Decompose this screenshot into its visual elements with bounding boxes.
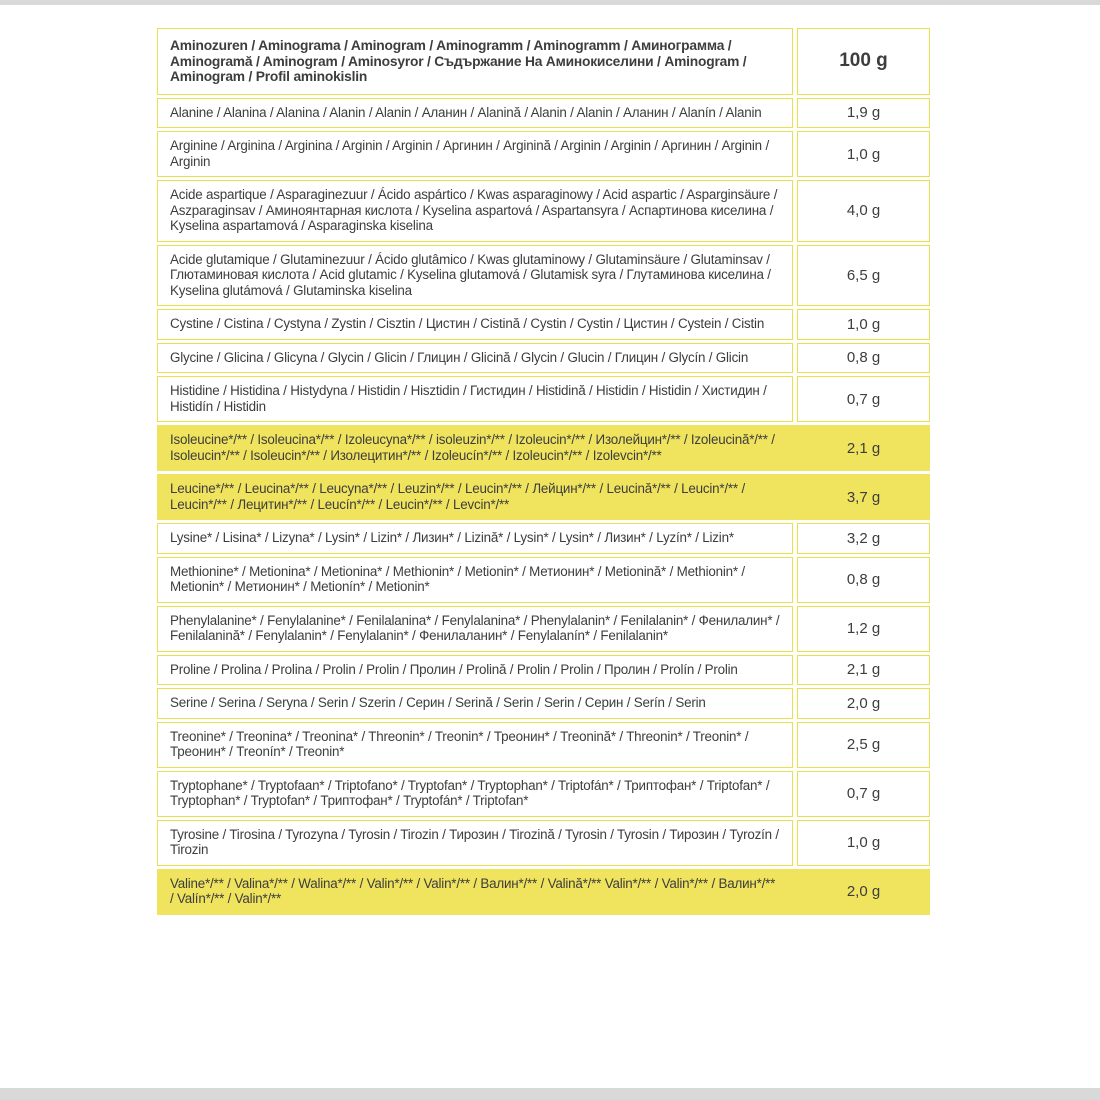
amino-acid-value: 4,0 g bbox=[797, 180, 930, 242]
amino-acid-name: Acide glutamique / Glutaminezuur / Ácido glutâmico / Kwas glutaminowy / Glutaminsäure / Glutaminsav / Глютаминовая кислота / Acid glutamic / Kyselina glutamová / Glutamisk syra / Глутаминова киселина / Kyselina glutámová / Glutaminska kiselina bbox=[157, 245, 793, 307]
amino-acid-name: Leucine*/** / Leucina*/** / Leucyna*/** / Leuzin*/** / Leucin*/** / Лейцин*/** / Leucină*/** / Leucin*/** / Leucin*/** / Лецитин*/** / Leucín*/** / Leucin*/** / Levcin*/** bbox=[157, 474, 793, 520]
table-row bbox=[157, 343, 930, 374]
amino-acid-value: 1,0 g bbox=[797, 820, 930, 866]
amino-acid-value: 2,0 g bbox=[797, 869, 930, 915]
table-row bbox=[157, 376, 930, 422]
amino-acid-name: Serine / Serina / Seryna / Serin / Szerin / Серин / Serină / Serin / Serin / Серин / Serín / Serin bbox=[157, 688, 793, 719]
page-top-edge bbox=[0, 0, 1100, 5]
amino-acid-value: 2,1 g bbox=[797, 655, 930, 686]
amino-acid-value: 3,2 g bbox=[797, 523, 930, 554]
amino-acid-value: 3,7 g bbox=[797, 474, 930, 520]
table-row bbox=[157, 309, 930, 340]
table-header-quantity: 100 g bbox=[797, 28, 930, 95]
amino-acid-name: Acide aspartique / Asparaginezuur / Ácido aspártico / Kwas asparaginowy / Acid aspartic / Asparginsäure / Aszparaginsav / Аминоянтарная кислота / Kyselina aspartová / Aspartansyra / Аспартинова киселина / Kyselina aspartamová / Asparaginska kiselina bbox=[157, 180, 793, 242]
table-row bbox=[157, 474, 930, 520]
amino-acid-value: 1,2 g bbox=[797, 606, 930, 652]
table-row bbox=[157, 722, 930, 768]
amino-acid-value: 0,8 g bbox=[797, 343, 930, 374]
amino-acid-name: Treonine* / Treonina* / Treonina* / Threonin* / Treonin* / Треонин* / Treonină* / Threonin* / Treonin* / Треонин* / Treonín* / Treonin* bbox=[157, 722, 793, 768]
amino-acid-value: 1,9 g bbox=[797, 98, 930, 129]
amino-acid-value: 2,0 g bbox=[797, 688, 930, 719]
table-row bbox=[157, 655, 930, 686]
table-row bbox=[157, 688, 930, 719]
amino-acid-name: Cystine / Cistina / Cystyna / Zystin / Cisztin / Цистин / Cistină / Cystin / Cystin / Цистин / Cystein / Cistin bbox=[157, 309, 793, 340]
table-row bbox=[157, 425, 930, 471]
amino-acid-value: 1,0 g bbox=[797, 131, 930, 177]
amino-table-body bbox=[157, 98, 930, 918]
page-bottom-edge bbox=[0, 1088, 1100, 1100]
amino-acid-value: 6,5 g bbox=[797, 245, 930, 307]
table-row bbox=[157, 557, 930, 603]
table-header-title: Aminozuren / Aminograma / Aminogram / Aminogramm / Aminogramm / Аминограмма / Aminogramă / Aminogram / Aminosyror / Съдържание На Аминокиселини / Aminogram / Aminogram / Profil aminokislin bbox=[157, 28, 793, 95]
amino-acid-value: 1,0 g bbox=[797, 309, 930, 340]
amino-acid-name: Arginine / Arginina / Arginina / Arginin / Arginin / Аргинин / Arginină / Arginin / Arginin / Аргинин / Arginin / Arginin bbox=[157, 131, 793, 177]
amino-acid-name: Proline / Prolina / Prolina / Prolin / Prolin / Пролин / Prolină / Prolin / Prolin / Пролин / Prolín / Prolin bbox=[157, 655, 793, 686]
table-row bbox=[157, 771, 930, 817]
table-header-row bbox=[157, 28, 930, 95]
table-row bbox=[157, 606, 930, 652]
aminogram-table bbox=[157, 28, 930, 918]
table-row bbox=[157, 245, 930, 307]
amino-acid-name: Phenylalanine* / Fenylalanine* / Fenilalanina* / Fenylalanina* / Phenylalanin* / Fenilalanin* / Фенилалин* / Fenilalanină* / Fenylalanin* / Fenylalanin* / Фенилаланин* / Fenylalanín* / Fenilalanin* bbox=[157, 606, 793, 652]
amino-acid-name: Glycine / Glicina / Glicyna / Glycin / Glicin / Глицин / Glicină / Glycin / Glucin / Глицин / Glycín / Glicin bbox=[157, 343, 793, 374]
amino-acid-name: Isoleucine*/** / Isoleucina*/** / Izoleucyna*/** / isoleuzin*/** / Izoleucin*/** / Изолейцин*/** / Izoleucină*/** / Isoleucin*/** / Isoleucin*/** / Изолецитин*/** / Izoleucín*/** / Izoleucin*/** / Izolevcin*/** bbox=[157, 425, 793, 471]
table-row bbox=[157, 820, 930, 866]
amino-acid-name: Alanine / Alanina / Alanina / Alanin / Alanin / Аланин / Alanină / Alanin / Alanin / Аланин / Alanín / Alanin bbox=[157, 98, 793, 129]
amino-acid-value: 0,7 g bbox=[797, 771, 930, 817]
table-row bbox=[157, 523, 930, 554]
amino-acid-name: Histidine / Histidina / Histydyna / Histidin / Hisztidin / Гистидин / Histidină / Histidin / Histidin / Хистидин / Histidín / Histidin bbox=[157, 376, 793, 422]
table-row bbox=[157, 98, 930, 129]
amino-acid-name: Methionine* / Metionina* / Metionina* / Methionin* / Metionin* / Метионин* / Metionină* / Methionin* / Metionin* / Метионин* / Metionín* / Metionin* bbox=[157, 557, 793, 603]
amino-acid-value: 0,7 g bbox=[797, 376, 930, 422]
amino-acid-name: Tryptophane* / Tryptofaan* / Triptofano* / Tryptofan* / Tryptophan* / Triptofán* / Триптофан* / Triptofan* / Tryptophan* / Tryptofan* / Триптофан* / Tryptofán* / Triptofan* bbox=[157, 771, 793, 817]
amino-acid-name: Valine*/** / Valina*/** / Walina*/** / Valin*/** / Valin*/** / Валин*/** / Valină*/** Valin*/** / Valin*/** / Валин*/** / Valín*/** / Valin*/** bbox=[157, 869, 793, 915]
table-row bbox=[157, 131, 930, 177]
amino-acid-name: Lysine* / Lisina* / Lizyna* / Lysin* / Lizin* / Лизин* / Lizină* / Lysin* / Lysin* / Лизин* / Lyzín* / Lizin* bbox=[157, 523, 793, 554]
amino-acid-value: 0,8 g bbox=[797, 557, 930, 603]
amino-acid-name: Tyrosine / Tirosina / Tyrozyna / Tyrosin / Tirozin / Тирозин / Tirozină / Tyrosin / Tyrosin / Тирозин / Tyrozín / Tirozin bbox=[157, 820, 793, 866]
amino-acid-value: 2,5 g bbox=[797, 722, 930, 768]
amino-acid-value: 2,1 g bbox=[797, 425, 930, 471]
table-row bbox=[157, 869, 930, 915]
table-row bbox=[157, 180, 930, 242]
